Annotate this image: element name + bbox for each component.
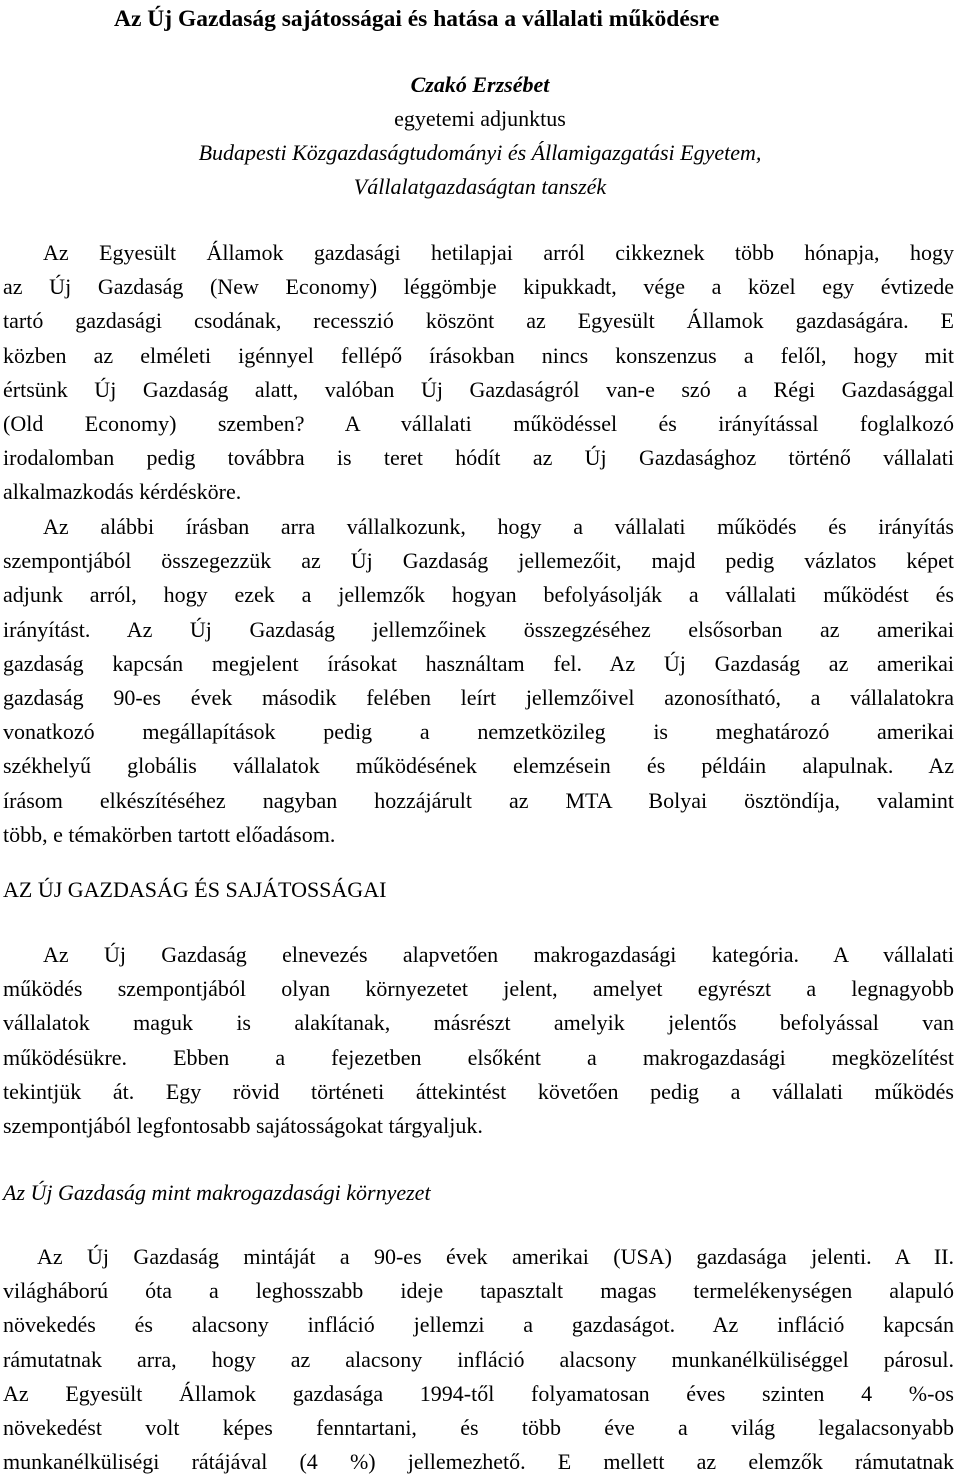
author-block [0,68,960,204]
paragraph-line: tekintjük át. Egy rövid történeti áttekintést követően pedig a vállalati működés [3,1078,954,1104]
paragraph-line: Az Új Gazdaság mintáját a 90-es évek amerikai (USA) gazdasága jelenti. A II. [37,1244,954,1269]
paragraph-aims [3,510,954,852]
paragraph-line: értsünk Új Gazdaság alatt, valóban Új Gazdaságról van-e szó a Régi Gazdasággal [3,376,954,402]
paragraph-line: adjunk arról, hogy ezek a jellemzők hogyan befolyásolják a vállalati működést és [3,582,954,608]
paragraph-line: székhelyű globális vállalatok működésének elemzésein és példáin alapulnak. Az [3,753,954,779]
paragraph-line: Az Egyesült Államok gazdasági hetilapjai arról cikkeznek több hónapja, hogy [43,240,954,265]
paragraph-line: gazdaság kapcsán megjelent írásokat használtam fel. Az Új Gazdaság az amerikai [3,650,954,676]
paragraph-macro [3,1240,954,1479]
paragraph-line: közben az elméleti igénnyel fellépő írásokban nincs konszenzus a felől, hogy mit [3,342,954,368]
author-affiliation-line2: Vállalatgazdaságtan tanszék [353,174,607,199]
paragraph-line: rámutatnak arra, hogy az alacsony infláció alacsony munkanélküliséggel párosul. [3,1346,954,1372]
paragraph-line: Az Egyesült Államok gazdasága 1994-től folyamatosan éves szinten 4 %-os [3,1380,954,1406]
paragraph-line: Az Új Gazdaság elnevezés alapvetően makrogazdasági kategória. A vállalati [43,942,954,967]
paragraph-line: világháború óta a leghosszabb ideje tapasztalt magas termelékenységen alapuló [3,1278,954,1304]
section-heading: AZ ÚJ GAZDASÁG ÉS SAJÁTOSSÁGAI [3,877,387,902]
paragraph-line: szempontjából összegezzük az Új Gazdaság jellemezőit, majd pedig vázlatos képet [3,548,954,574]
paragraph-line: növekedés és alacsony infláció jellemzi a gazdaságot. Az infláció kapcsán [3,1312,954,1338]
document-title: Az Új Gazdaság sajátosságai és hatása a vállalati működésre [114,6,720,32]
paragraph-line: alkalmazkodás kérdésköre. [3,479,242,505]
paragraph-line: vállalatok maguk is alakítanak, másrészt amelyik jelentős befolyással van [3,1010,954,1036]
paragraph-line: vonatkozó megállapítások pedig a nemzetközileg is meghatározó amerikai [3,719,954,745]
author-name: Czakó Erzsébet [410,72,550,97]
paragraph-line: több, e témakörben tartott előadásom. [3,821,336,847]
paragraph-line: írásom elkészítéséhez nagyban hozzájárult az MTA Bolyai ösztöndíja, valamint [3,787,954,813]
author-position: egyetemi adjunktus [394,106,566,131]
paragraph-intro [3,236,954,510]
paragraph-line: munkanélküliségi rátájával (4 %) jellemezhető. E mellett az elemzők rámutatnak [3,1449,954,1475]
paragraph-line: gazdaság 90-es évek második felében leírt jellemzőivel azonosítható, a vállalatokra [3,685,954,711]
author-affiliation-line1: Budapesti Közgazdaságtudományi és Államigazgatási Egyetem, [198,140,762,165]
paragraph-section-intro [3,938,954,1143]
paragraph-line: működés szempontjából olyan környezetet jelent, amelyet egyrészt a legnagyobb [3,976,954,1002]
paragraph-line: irodalomban pedig továbbra is teret hódít az Új Gazdasághoz történő vállalati [3,445,954,471]
paragraph-line: irányítást. Az Új Gazdaság jellemzőinek összegzéséhez elsősorban az amerikai [3,616,954,642]
paragraph-line: szempontjából legfontosabb sajátosságokat tárgyaljuk. [3,1113,483,1139]
paragraph-line: tartó gazdasági csodának, recesszió köszönt az Egyesült Államok gazdaságára. E [3,308,954,334]
paragraph-line: működésükre. Ebben a fejezetben elsőként a makrogazdasági megközelítést [3,1044,954,1070]
paragraph-line: az Új Gazdaság (New Economy) léggömbje kipukkadt, vége a közel egy évtizede [3,274,954,300]
paragraph-line: (Old Economy) szemben? A vállalati működéssel és irányítással foglalkozó [3,411,954,437]
paragraph-line: Az alábbi írásban arra vállalkozunk, hogy a vállalati működés és irányítás [43,514,954,539]
subsection-heading: Az Új Gazdaság mint makrogazdasági környezet [3,1180,431,1205]
paragraph-line: növekedést volt képes fenntartani, és több éve a világ legalacsonyabb [3,1415,954,1441]
